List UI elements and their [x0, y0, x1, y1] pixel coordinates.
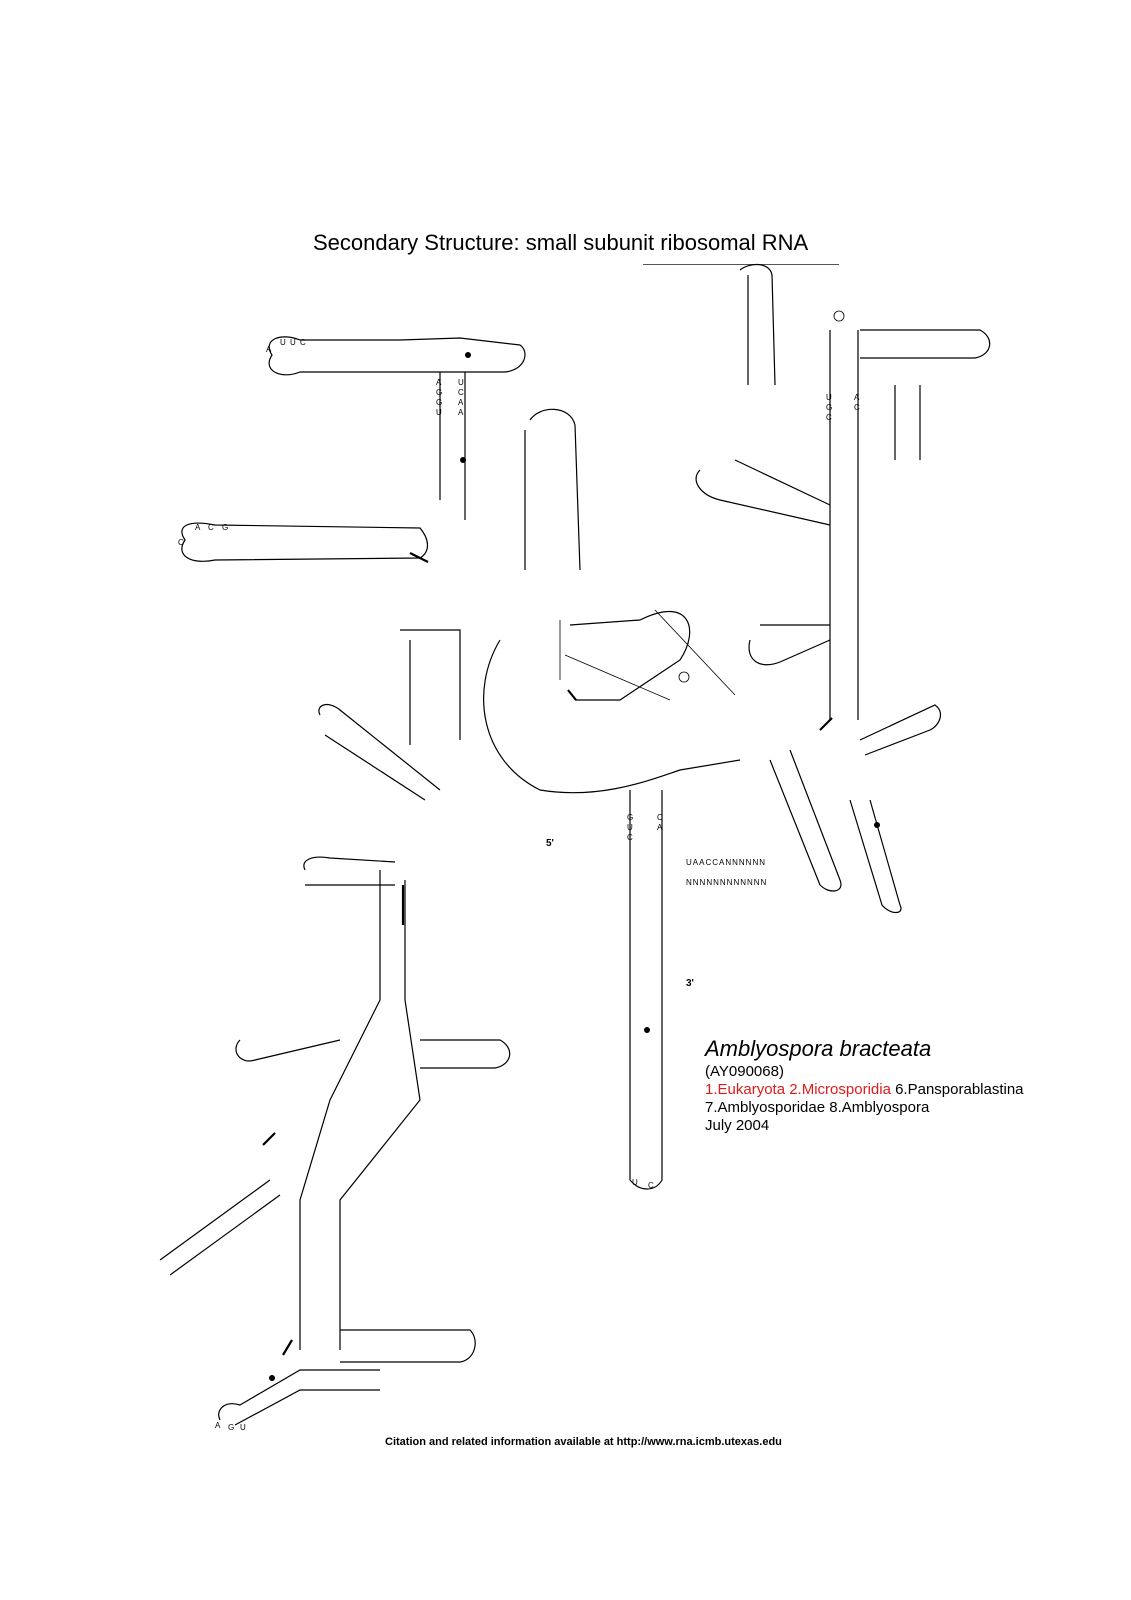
- svg-text:G: G: [436, 398, 443, 407]
- branch-right-arm: [696, 460, 830, 525]
- svg-text:A: A: [657, 823, 663, 832]
- multibranch-loop: [484, 640, 740, 793]
- svg-text:A: A: [458, 398, 464, 407]
- taxonomy-black-1: 6.Pansporablastina: [895, 1081, 1024, 1098]
- svg-text:U: U: [826, 393, 832, 402]
- svg-text:C: C: [300, 338, 306, 347]
- helix-top-left-outline: [269, 337, 525, 375]
- svg-text:U: U: [627, 823, 633, 832]
- svg-text:G: G: [228, 1423, 235, 1432]
- helix-center-top: [525, 409, 580, 570]
- svg-text:C: C: [648, 1181, 654, 1190]
- branch-right-mid: [749, 625, 830, 665]
- helix-center-right: [570, 611, 690, 700]
- three-prime-label: 3': [686, 978, 694, 989]
- helix-bottom-center: [630, 790, 662, 1189]
- helix-right-arm-2: [860, 705, 940, 755]
- svg-text:A: A: [266, 345, 272, 354]
- branch-top-right: [860, 330, 990, 358]
- svg-text:G: G: [627, 813, 634, 822]
- helix-bottom-left: [219, 1370, 380, 1425]
- svg-text:G: G: [436, 388, 443, 397]
- diagram-title: Secondary Structure: small subunit ribosomal RNA: [313, 230, 809, 255]
- citation: Citation and related information available at http://www.rna.icmb.utexas.edu: [385, 1436, 782, 1448]
- helix-center-left: [400, 630, 460, 745]
- svg-text:G: G: [222, 523, 229, 532]
- species-name: Amblyospora bracteata: [705, 1036, 932, 1061]
- svg-text:A: A: [195, 523, 201, 532]
- svg-text:U: U: [240, 1423, 246, 1432]
- accession: (AY090068): [705, 1063, 784, 1080]
- svg-text:U: U: [290, 338, 296, 347]
- tail-sequence-2: NNNNNNNNNNNN: [686, 878, 768, 887]
- helix-right-small: [895, 385, 920, 460]
- svg-text:C: C: [208, 523, 214, 532]
- svg-text:A: A: [436, 378, 442, 387]
- helix-left-mid: [304, 857, 395, 885]
- svg-text:C: C: [178, 538, 184, 547]
- tail-sequence-1: UAACCANNNNNN: [686, 858, 767, 867]
- svg-text:U: U: [280, 338, 286, 347]
- helix-top-right-outline: [740, 265, 775, 385]
- svg-text:A: A: [458, 408, 464, 417]
- svg-text:U: U: [436, 408, 442, 417]
- date: July 2004: [705, 1117, 770, 1134]
- svg-text:U: U: [458, 378, 464, 387]
- helix-lower-right-2: [850, 800, 901, 913]
- svg-text:C: C: [627, 833, 633, 842]
- helix-right-main: [830, 330, 858, 720]
- stem-left-long: [300, 870, 420, 1350]
- svg-text:A: A: [215, 1421, 221, 1430]
- helix-lower-right-1: [770, 750, 841, 891]
- taxonomy-red: 1.Eukaryota 2.Microsporidia: [705, 1081, 891, 1098]
- five-prime-label: 5': [546, 838, 554, 849]
- helix-bottom-right: [340, 1330, 475, 1362]
- taxonomy-line-1: [705, 1081, 1024, 1099]
- helix-lower-left-1: [236, 1040, 340, 1061]
- svg-text:C: C: [826, 413, 832, 422]
- helix-lower-left-2: [160, 1180, 280, 1275]
- taxonomy-line-2: 7.Amblyosporidae 8.Amblyospora: [705, 1099, 930, 1116]
- svg-text:C: C: [458, 388, 464, 397]
- helix-left-arm: [319, 705, 440, 800]
- svg-text:G: G: [826, 403, 833, 412]
- svg-text:U: U: [632, 1178, 638, 1187]
- helix-left-outline: [182, 523, 428, 561]
- helix-mid-right-small: [420, 1040, 510, 1068]
- svg-text:A: A: [854, 393, 860, 402]
- svg-text:C: C: [657, 813, 663, 822]
- svg-text:C: C: [854, 403, 860, 412]
